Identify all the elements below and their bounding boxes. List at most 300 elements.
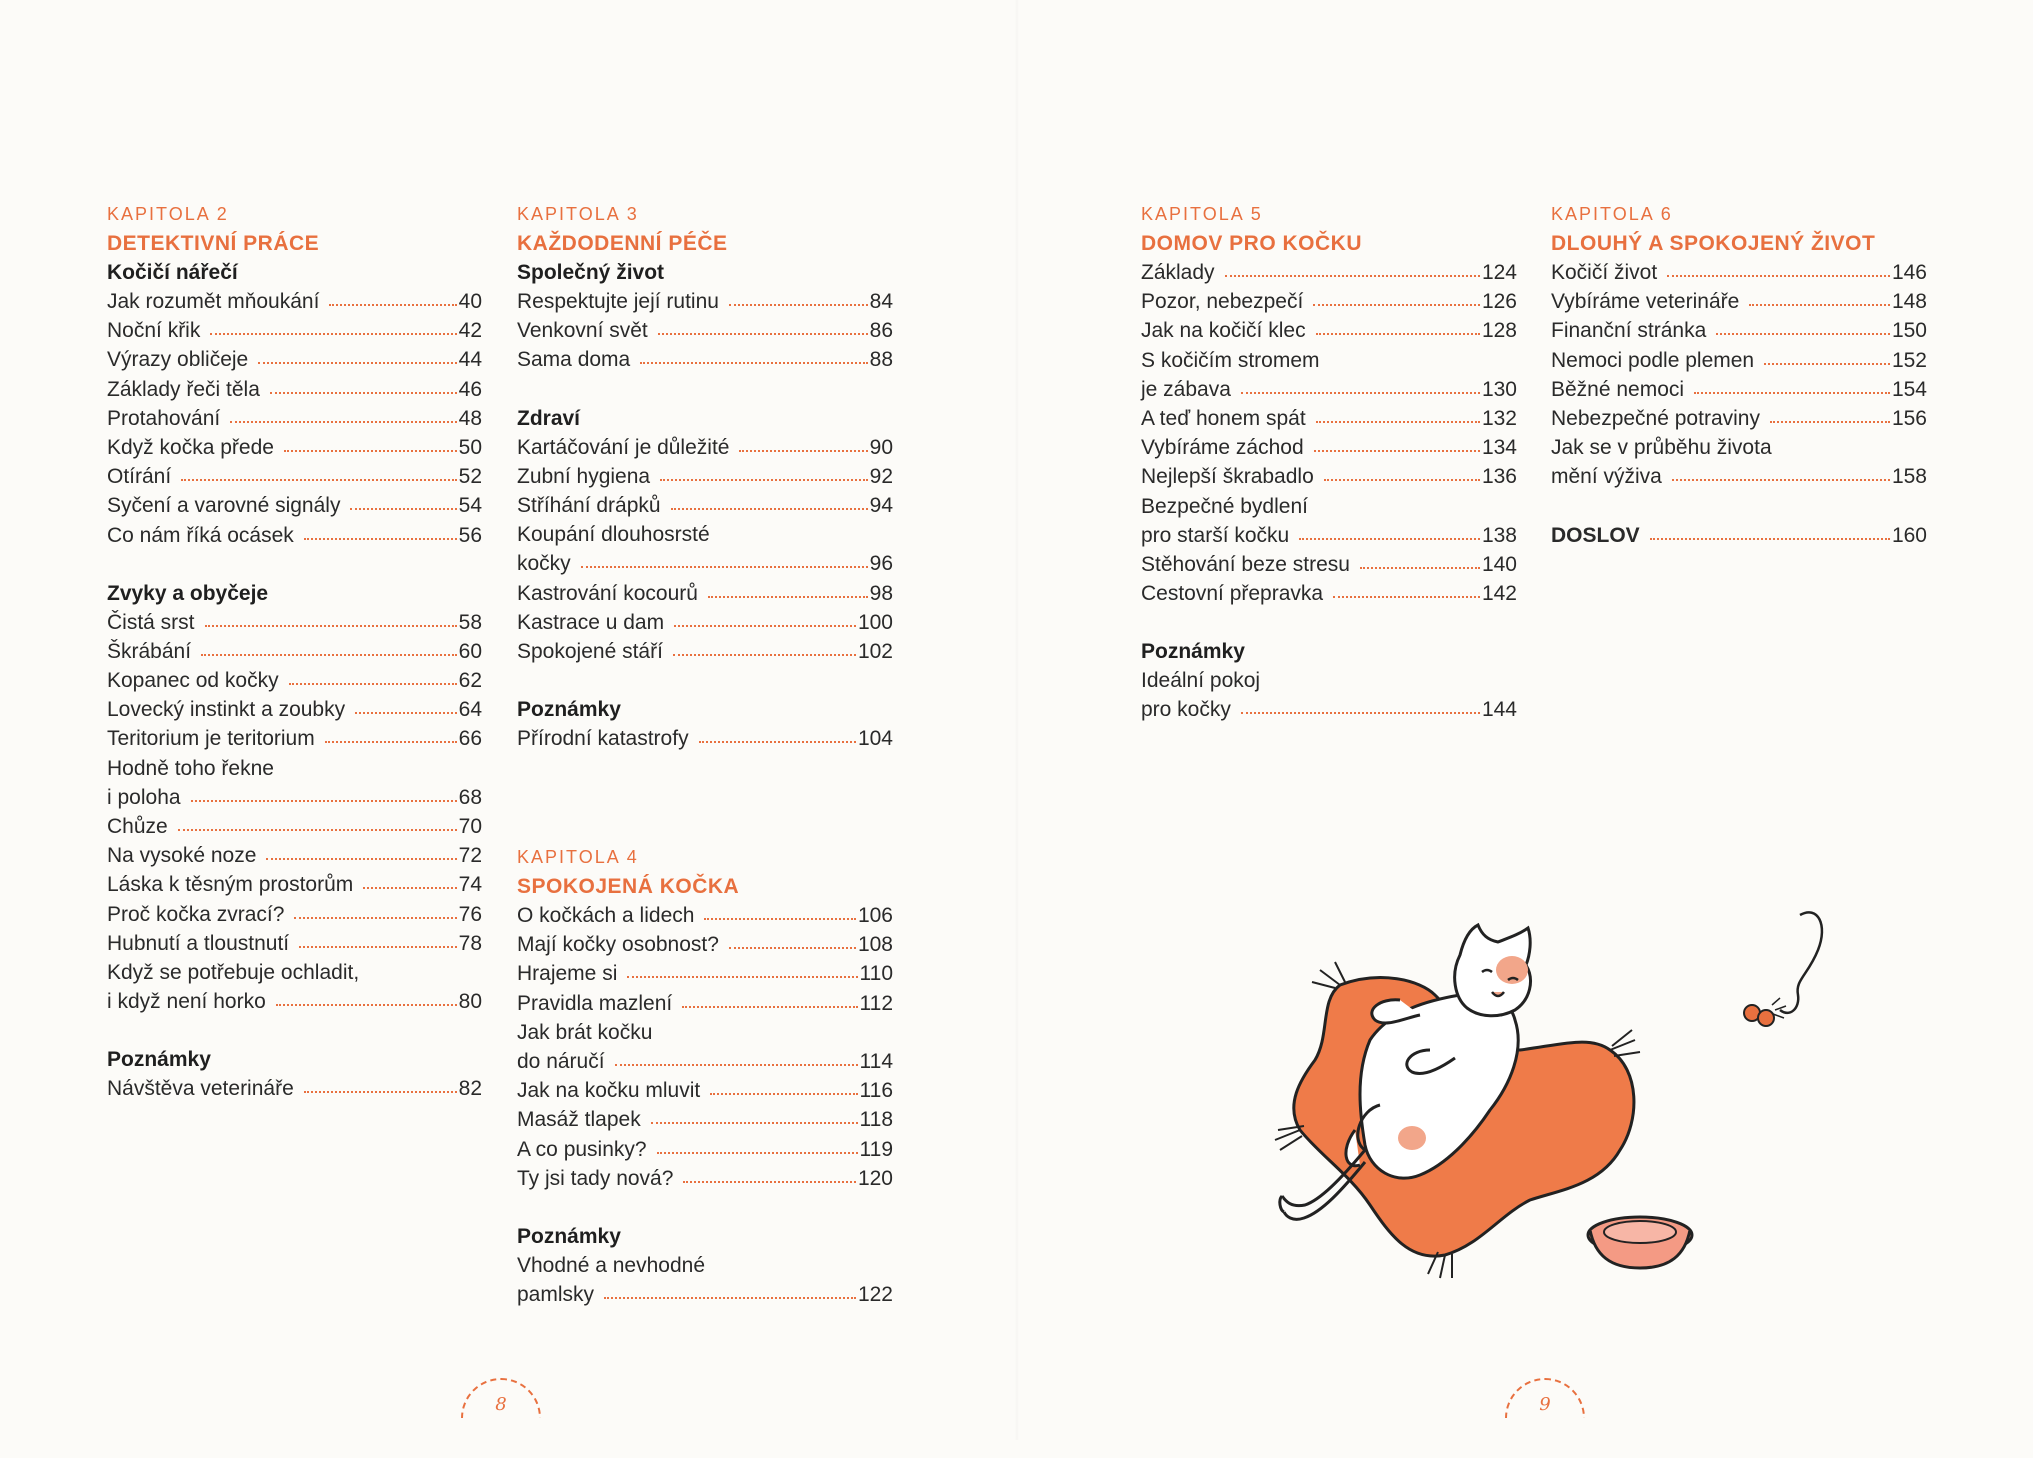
- toc-column-chapter-3: [517, 200, 893, 753]
- leader-dots: [673, 654, 856, 656]
- leader-dots: [1749, 304, 1890, 306]
- toc-entry-title: Hrajeme si: [517, 962, 618, 986]
- toc-entry-page: 116: [859, 1079, 893, 1103]
- toc-entry-title: je zábava: [1141, 377, 1231, 401]
- toc-entry-title: Proč kočka zvrací?: [107, 902, 285, 926]
- toc-list: [107, 1074, 482, 1103]
- toc-entry[interactable]: [107, 521, 482, 550]
- cat-on-pillow-illustration: [1260, 900, 1840, 1300]
- leader-dots: [640, 362, 867, 364]
- toc-entry-page: 132: [1481, 406, 1517, 430]
- toc-entry-page: 118: [859, 1108, 893, 1132]
- toc-entry-page: 114: [859, 1049, 893, 1073]
- leader-dots: [708, 596, 868, 598]
- toc-entry-page: 104: [857, 727, 893, 751]
- toc-entry-title: Když se potřebuje ochladit,: [107, 960, 360, 984]
- toc-entry-page: 42: [458, 319, 482, 343]
- leader-dots: [1324, 479, 1480, 481]
- toc-entry-title: Kočičí život: [1551, 261, 1658, 284]
- toc-entry-title: Sama doma: [517, 348, 631, 372]
- leader-dots: [682, 1006, 857, 1008]
- toc-entry-title: Nebezpečné potraviny: [1551, 406, 1760, 430]
- chapter-label: KAPITOLA 3: [517, 204, 639, 224]
- leader-dots: [1333, 596, 1480, 598]
- leader-dots: [201, 654, 457, 656]
- leader-dots: [1360, 567, 1480, 569]
- food-bowl: [1588, 1217, 1692, 1268]
- leader-dots: [270, 392, 457, 394]
- toc-entry[interactable]: [107, 783, 482, 812]
- toc-entry[interactable]: [517, 1164, 893, 1193]
- toc-entry-page: 88: [869, 348, 893, 372]
- toc-entry-page: 44: [458, 348, 482, 372]
- toc-entry[interactable]: [517, 930, 893, 959]
- toc-entry-title: Jak na kočičí klec: [1141, 319, 1306, 343]
- toc-entry-page: 76: [458, 902, 482, 926]
- leader-dots: [181, 479, 456, 481]
- leader-dots: [699, 741, 856, 743]
- toc-entry-title: Noční křik: [107, 319, 201, 343]
- toc-entry-title: Bezpečné bydlení: [1141, 494, 1308, 518]
- toc-entry-page: 60: [458, 639, 482, 663]
- toc-entry[interactable]: [1141, 579, 1517, 608]
- toc-entry-title: Základy řeči těla: [107, 377, 260, 401]
- leader-dots: [266, 858, 456, 860]
- toc-entry-title: Hubnutí a tloustnutí: [107, 931, 290, 955]
- toc-entry-title: Na vysoké noze: [107, 844, 257, 868]
- toc-entry-page: 160: [1891, 523, 1927, 547]
- toc-entry-title: do náručí: [517, 1049, 605, 1073]
- leader-dots: [1316, 333, 1480, 335]
- toc-entry-page: 100: [857, 610, 893, 634]
- toc-column-chapter-2: [107, 200, 482, 1104]
- toc-entry[interactable]: [107, 345, 482, 374]
- leader-dots: [683, 1181, 856, 1183]
- toc-entry[interactable]: [517, 579, 893, 608]
- leader-dots: [1299, 538, 1480, 540]
- leader-dots: [258, 362, 456, 364]
- leader-dots: [729, 304, 868, 306]
- toc-entry-title: Čistá srst: [107, 610, 195, 634]
- toc-entry-title: Kopanec od kočky: [107, 669, 279, 693]
- toc-entry-page: 62: [458, 669, 482, 693]
- toc-entry[interactable]: [1141, 462, 1517, 491]
- toc-entry-page: 124: [1481, 261, 1517, 284]
- chapter-title: DOMOV PRO KOČKU: [1141, 232, 1363, 255]
- toc-entry[interactable]: [107, 900, 482, 929]
- toc-entry-title: Cestovní přepravka: [1141, 582, 1324, 606]
- toc-entry[interactable]: [1551, 375, 1927, 404]
- leader-dots: [674, 625, 856, 627]
- chapter-label: KAPITOLA 6: [1551, 204, 1673, 224]
- leader-dots: [1770, 421, 1890, 423]
- toc-entry-page: 152: [1891, 348, 1927, 372]
- toc-entry[interactable]: [517, 549, 893, 578]
- chapter-label: KAPITOLA 5: [1141, 204, 1263, 224]
- toc-entry-title: Venkovní svět: [517, 319, 648, 343]
- toc-entry-title: Jak na kočku mluvit: [517, 1079, 701, 1103]
- section-heading: Zdraví: [517, 406, 581, 430]
- leader-dots: [660, 479, 868, 481]
- toc-entry-title: Hodně toho řekne: [107, 756, 274, 780]
- toc-entry[interactable]: [1551, 404, 1927, 433]
- toc-entry-title: Finanční stránka: [1551, 319, 1707, 343]
- toc-entry-title: Láska k těsným prostorům: [107, 873, 354, 897]
- toc-list: [1141, 666, 1517, 724]
- toc-entry-title: Jak se v průběhu života: [1551, 436, 1772, 460]
- toc-entry-page: 48: [458, 406, 482, 430]
- toc-entry-page: 148: [1891, 290, 1927, 314]
- toc-entry-title: Jak brát kočku: [517, 1020, 653, 1044]
- toc-entry[interactable]: [517, 1047, 893, 1076]
- toy-mouse: [1744, 912, 1822, 1026]
- toc-entry-page: 56: [458, 523, 482, 547]
- leader-dots: [651, 1122, 858, 1124]
- toc-entry-title: Lovecký instinkt a zoubky: [107, 698, 346, 722]
- leader-dots: [671, 508, 868, 510]
- section-heading: Poznámky: [517, 698, 621, 722]
- leader-dots: [615, 1064, 858, 1066]
- toc-entry-title: DOSLOV: [1551, 523, 1640, 547]
- toc-entry-title: Pravidla mazlení: [517, 991, 673, 1015]
- toc-entry-title: Stěhování beze stresu: [1141, 552, 1350, 576]
- toc-entry[interactable]: [107, 608, 482, 637]
- toc-list: [1141, 258, 1517, 608]
- leader-dots: [304, 538, 457, 540]
- toc-entry[interactable]: [1141, 492, 1517, 521]
- toc-entry-page: 122: [857, 1283, 893, 1307]
- toc-entry[interactable]: [107, 404, 482, 433]
- page-number-left: 8: [461, 1378, 541, 1438]
- toc-entry[interactable]: [107, 958, 482, 987]
- toc-entry[interactable]: [1551, 316, 1927, 345]
- leader-dots: [710, 1093, 857, 1095]
- toc-entry-page: 156: [1891, 406, 1927, 430]
- chapter-title: SPOKOJENÁ KOČKA: [517, 875, 740, 898]
- toc-entry-title: Co nám říká ocásek: [107, 523, 294, 547]
- toc-entry[interactable]: [107, 870, 482, 899]
- toc-entry-title: pro starší kočku: [1141, 523, 1290, 547]
- leader-dots: [230, 421, 456, 423]
- leader-dots: [1672, 479, 1890, 481]
- leader-dots: [1241, 392, 1480, 394]
- toc-entry-page: 72: [458, 844, 482, 868]
- toc-entry-title: Návštěva veterináře: [107, 1077, 294, 1101]
- toc-entry[interactable]: [517, 491, 893, 520]
- toc-entry-page: 119: [859, 1137, 893, 1161]
- toc-entry[interactable]: [517, 316, 893, 345]
- toc-entry[interactable]: [107, 841, 482, 870]
- toc-list: [517, 433, 893, 667]
- toc-entry-page: 144: [1481, 698, 1517, 722]
- toc-entry[interactable]: [1551, 346, 1927, 375]
- toc-entry-page: 40: [458, 290, 482, 313]
- toc-entry[interactable]: [517, 959, 893, 988]
- book-gutter: [1015, 0, 1019, 1440]
- toc-entry-page: 102: [857, 639, 893, 663]
- toc-entry[interactable]: [1551, 462, 1927, 491]
- toc-entry[interactable]: [517, 433, 893, 462]
- chapter-title: DLOUHÝ A SPOKOJENÝ ŽIVOT: [1551, 232, 1876, 255]
- chapter-label: KAPITOLA 2: [107, 204, 229, 224]
- leader-dots: [657, 1152, 858, 1154]
- leader-dots: [1241, 712, 1480, 714]
- toc-entry-title: Kastrování kocourů: [517, 581, 698, 605]
- toc-entry[interactable]: [107, 375, 482, 404]
- toc-entry[interactable]: [517, 462, 893, 491]
- toc-entry-page: 66: [458, 727, 482, 751]
- toc-entry[interactable]: [517, 1280, 893, 1309]
- toc-entry-title: Jak rozumět mňoukání: [107, 290, 320, 313]
- toc-entry[interactable]: [517, 1251, 893, 1280]
- toc-entry[interactable]: [517, 1018, 893, 1047]
- toc-entry-title: Nemoci podle plemen: [1551, 348, 1755, 372]
- leader-dots: [276, 1004, 457, 1006]
- toc-entry[interactable]: [1141, 404, 1517, 433]
- toc-entry[interactable]: [107, 637, 482, 666]
- toc-entry-title: kočky: [517, 552, 571, 576]
- section-heading: Poznámky: [517, 1224, 621, 1248]
- toc-entry-page: 106: [857, 904, 893, 927]
- toc-entry-page: 46: [458, 377, 482, 401]
- toc-entry-title: Vybíráme záchod: [1141, 436, 1304, 460]
- toc-entry-page: 96: [869, 552, 893, 576]
- leader-dots: [1316, 421, 1480, 423]
- toc-entry[interactable]: [1141, 550, 1517, 579]
- section-heading: Poznámky: [1141, 640, 1245, 664]
- toc-entry[interactable]: [517, 287, 893, 316]
- toc-entry-page: 54: [458, 494, 482, 518]
- toc-entry-title: S kočičím stromem: [1141, 348, 1320, 372]
- toc-entry[interactable]: [517, 989, 893, 1018]
- section-heading: Společný život: [517, 261, 665, 284]
- toc-entry-title: Přírodní katastrofy: [517, 727, 689, 751]
- toc-entry[interactable]: [1141, 258, 1517, 287]
- toc-list: [517, 724, 893, 753]
- toc-entry-page: 150: [1891, 319, 1927, 343]
- leader-dots: [299, 946, 457, 948]
- toc-list: [517, 1251, 893, 1309]
- toc-column-chapter-4: [517, 843, 893, 1309]
- toc-entry-page: 86: [869, 319, 893, 343]
- toc-entry-page: 82: [458, 1077, 482, 1101]
- toc-entry-page: 94: [869, 493, 893, 517]
- leader-dots: [329, 304, 456, 306]
- toc-entry[interactable]: [517, 724, 893, 753]
- leader-dots: [191, 800, 457, 802]
- leader-dots: [1313, 304, 1480, 306]
- toc-entry-page: 108: [857, 933, 893, 957]
- toc-entry-title: Zubní hygiena: [517, 464, 651, 488]
- toc-entry-page: 138: [1481, 523, 1517, 547]
- toc-entry[interactable]: [1551, 258, 1927, 287]
- toc-entry-page: 110: [859, 962, 893, 986]
- toc-entry-title: pro kočky: [1141, 698, 1231, 722]
- toc-entry[interactable]: [1141, 346, 1517, 375]
- section-heading: Kočičí nářečí: [107, 261, 238, 284]
- leader-dots: [627, 976, 857, 978]
- toc-entry[interactable]: [107, 929, 482, 958]
- toc-entry-page: 134: [1481, 436, 1517, 460]
- leader-dots: [658, 333, 868, 335]
- leader-dots: [1314, 450, 1480, 452]
- toc-entry-title: Ideální pokoj: [1141, 669, 1261, 693]
- toc-entry-page: 130: [1481, 377, 1517, 401]
- leader-dots: [325, 741, 457, 743]
- toc-entry-title: i když není horko: [107, 990, 266, 1014]
- toc-list: [107, 287, 482, 550]
- chapter-label: KAPITOLA 4: [517, 847, 639, 867]
- toc-entry-page: 140: [1481, 552, 1517, 576]
- toc-entry-page: 84: [869, 290, 893, 313]
- toc-list: [517, 901, 893, 1193]
- toc-entry-page: 64: [458, 698, 482, 722]
- toc-entry[interactable]: [1141, 695, 1517, 724]
- toc-entry-title: Běžné nemoci: [1551, 377, 1685, 401]
- toc-entry-title: Stříhání drápků: [517, 493, 661, 517]
- leader-dots: [1716, 333, 1890, 335]
- toc-entry[interactable]: [107, 724, 482, 753]
- toc-entry-page: 142: [1481, 582, 1517, 606]
- toc-entry[interactable]: [517, 1105, 893, 1134]
- toc-entry-page: 154: [1891, 377, 1927, 401]
- leader-dots: [350, 508, 456, 510]
- leader-dots: [704, 918, 856, 920]
- toc-entry-title: Výrazy obličeje: [107, 348, 249, 372]
- toc-list: [107, 608, 482, 1017]
- toc-entry[interactable]: [107, 433, 482, 462]
- toc-entry-title: Když kočka přede: [107, 435, 274, 459]
- toc-entry-title: Ty jsi tady nová?: [517, 1166, 674, 1190]
- toc-entry[interactable]: [517, 901, 893, 930]
- toc-entry[interactable]: [517, 637, 893, 666]
- toc-entry-title: Koupání dlouhosrsté: [517, 523, 710, 547]
- toc-entry-page: 80: [458, 990, 482, 1014]
- toc-entry[interactable]: [107, 287, 482, 316]
- toc-entry-page: 120: [857, 1166, 893, 1190]
- toc-entry-title: Základy: [1141, 261, 1215, 284]
- toc-entry-page: 98: [869, 581, 893, 605]
- toc-entry[interactable]: [1141, 316, 1517, 345]
- leader-dots: [284, 450, 457, 452]
- toc-entry[interactable]: [517, 608, 893, 637]
- leader-dots: [581, 566, 868, 568]
- leader-dots: [604, 1297, 856, 1299]
- toc-entry[interactable]: [107, 1074, 482, 1103]
- toc-entry-page: 128: [1481, 319, 1517, 343]
- toc-entry-title: Kartáčování je důležité: [517, 435, 730, 459]
- toc-entry-title: A co pusinky?: [517, 1137, 647, 1161]
- leader-dots: [1667, 275, 1890, 277]
- leader-dots: [1225, 275, 1480, 277]
- toc-entry-title: Teritorium je teritorium: [107, 727, 315, 751]
- leader-dots: [1764, 363, 1890, 365]
- toc-entry-title: Syčení a varovné signály: [107, 494, 341, 518]
- toc-entry[interactable]: [107, 695, 482, 724]
- leader-dots: [205, 625, 457, 627]
- toc-entry-title: Vybíráme veterináře: [1551, 290, 1740, 314]
- toc-entry[interactable]: [1551, 287, 1927, 316]
- toc-entry-title: Protahování: [107, 406, 221, 430]
- toc-entry-page: 58: [458, 610, 482, 634]
- leader-dots: [178, 829, 457, 831]
- leader-dots: [294, 917, 456, 919]
- toc-entry[interactable]: [1141, 433, 1517, 462]
- toc-entry-title: O kočkách a lidech: [517, 904, 695, 927]
- toc-entry-title: Mají kočky osobnost?: [517, 933, 719, 957]
- toc-list: [1551, 258, 1927, 492]
- toc-entry-page: 74: [458, 873, 482, 897]
- toc-entry[interactable]: [517, 1076, 893, 1105]
- chapter-title: KAŽDODENNÍ PÉČE: [517, 232, 728, 255]
- toc-entry-page: 92: [869, 464, 893, 488]
- leader-dots: [289, 683, 457, 685]
- toc-entry-title: pamlsky: [517, 1283, 595, 1307]
- toc-entry[interactable]: [107, 316, 482, 345]
- toc-entry[interactable]: [1551, 433, 1927, 462]
- toc-entry-title: Otírání: [107, 465, 172, 489]
- toc-entry[interactable]: [107, 812, 482, 841]
- toc-entry-page: 52: [458, 465, 482, 489]
- toc-entry-title: Spokojené stáří: [517, 639, 663, 663]
- toc-entry-title: Masáž tlapek: [517, 1108, 641, 1132]
- toc-entry-page: 146: [1891, 261, 1927, 284]
- toc-entry-title: Škrábání: [107, 639, 192, 663]
- toc-entry-page: 78: [458, 931, 482, 955]
- toc-entry[interactable]: [1141, 287, 1517, 316]
- toc-entry[interactable]: [107, 462, 482, 491]
- toc-entry-page: 158: [1891, 465, 1927, 489]
- toc-entry-title: mění výživa: [1551, 465, 1662, 489]
- leader-dots: [1694, 392, 1890, 394]
- toc-entry-title: Respektujte její rutinu: [517, 290, 719, 313]
- toc-list: [517, 287, 893, 375]
- toc-entry[interactable]: [1141, 521, 1517, 550]
- leader-dots: [363, 887, 456, 889]
- toc-entry-title: i poloha: [107, 785, 181, 809]
- toc-column-chapter-5: [1141, 200, 1517, 725]
- toc-entry[interactable]: [1141, 375, 1517, 404]
- toc-entry-page: 70: [458, 815, 482, 838]
- toc-entry[interactable]: [517, 520, 893, 549]
- toc-entry-page: 68: [458, 785, 482, 809]
- leader-dots: [210, 333, 456, 335]
- toc-entry-title: Kastrace u dam: [517, 610, 665, 634]
- toc-entry-title: Pozor, nebezpečí: [1141, 290, 1304, 314]
- leader-dots: [304, 1091, 457, 1093]
- toc-entry[interactable]: [517, 345, 893, 374]
- toc-entry[interactable]: [107, 987, 482, 1016]
- toc-entry-page: 136: [1481, 465, 1517, 489]
- toc-entry-title: Vhodné a nevhodné: [517, 1253, 706, 1277]
- section-heading: Zvyky a obyčeje: [107, 581, 269, 605]
- leader-dots: [1650, 538, 1890, 540]
- leader-dots: [729, 947, 856, 949]
- toc-entry[interactable]: [107, 754, 482, 783]
- toc-entry[interactable]: [107, 491, 482, 520]
- toc-entry[interactable]: [107, 666, 482, 695]
- toc-entry-page: 126: [1481, 290, 1517, 314]
- toc-entry-page: 112: [859, 991, 893, 1015]
- toc-entry[interactable]: [517, 1135, 893, 1164]
- chapter-title: DETEKTIVNÍ PRÁCE: [107, 232, 320, 255]
- toc-entry[interactable]: [1141, 666, 1517, 695]
- toc-entry-doslov[interactable]: [1551, 521, 1927, 550]
- toc-entry-title: Nejlepší škrabadlo: [1141, 465, 1314, 489]
- toc-column-chapter-6: [1551, 200, 1927, 550]
- toc-entry-title: A teď honem spát: [1141, 406, 1306, 430]
- toc-entry-title: Chůze: [107, 815, 168, 838]
